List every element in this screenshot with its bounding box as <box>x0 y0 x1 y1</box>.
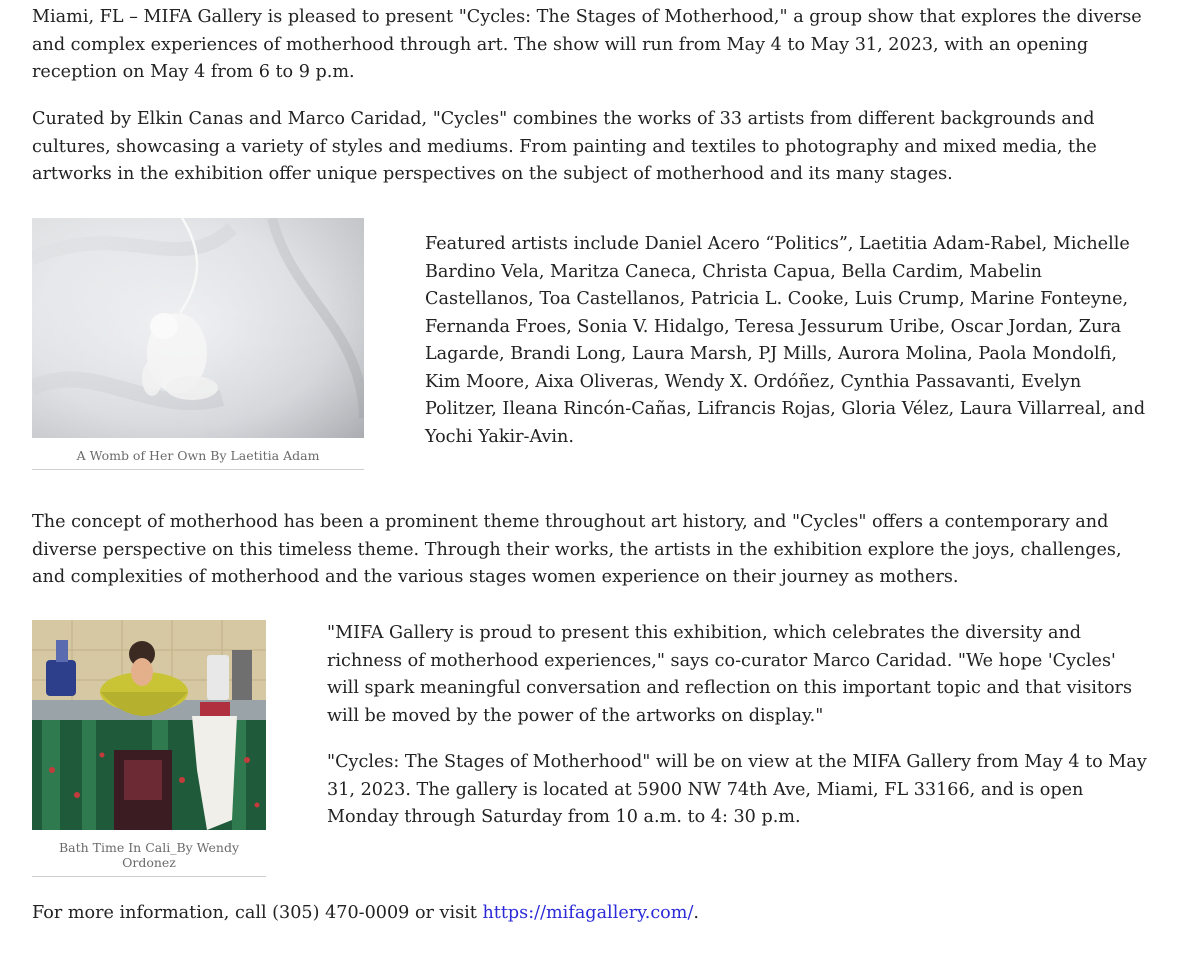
contact-paragraph <box>32 900 1152 928</box>
featured-artists-paragraph: Featured artists include Daniel Acero “Politics”, Laetitia Adam-Rabel, Michelle Bardino Vela, Maritza Caneca, Christa Capua, Bella Cardim, Mabelin Castellanos, Toa Castellanos, Patricia L. Cooke, Luis Crump, Marine Fonteyne, Fernanda Froes, Sonia V. Hidalgo, Teresa Jessurum Uribe, Oscar Jordan, Zura Lagarde, Brandi Long, Laura Marsh, PJ Mills, Aurora Molina, Paola Mondolfi, Kim Moore, Aixa Oliveras, Wendy X. Ordóñez, Cynthia Passavanti, Evelyn Politzer, Ileana Rincón-Cañas, Lifrancis Rojas, Gloria Vélez, Laura Villarreal, and Yochi Yakir-Avin. <box>425 234 1146 447</box>
bath-figure <box>32 620 266 877</box>
curated-paragraph: Curated by Elkin Canas and Marco Caridad, "Cycles" combines the works of 33 artists from different backgrounds and cultures, showcasing a variety of styles and mediums. From painting and textiles to photography and mixed media, the artworks in the exhibition offer unique perspectives on the subject of motherhood and its many stages. <box>32 109 1097 184</box>
intro-paragraph: Miami, FL – MIFA Gallery is pleased to present "Cycles: The Stages of Motherhood," a group show that explores the diverse and complex experiences of motherhood through art. The show will run from May 4 to May 31, 2023, with an opening reception on May 4 from 6 to 9 p.m. <box>32 7 1142 82</box>
contact-suffix: . <box>693 903 699 923</box>
bath-caption: Bath Time In Cali_By Wendy Ordonez <box>32 830 266 877</box>
concept-paragraph: The concept of motherhood has been a prominent theme throughout art history, and "Cycles" offers a contemporary and diverse perspective on this timeless theme. Through their works, the artists in the exhibition explore the joys, challenges, and complexities of motherhood and the various stages women experience on their journey as mothers. <box>32 512 1122 587</box>
view-info-paragraph: "Cycles: The Stages of Motherhood" will be on view at the MIFA Gallery from May 4 to May 31, 2023. The gallery is located at 5900 NW 74th Ave, Miami, FL 33166, and is open Monday through Saturday from 10 a.m. to 4: 30 p.m. <box>327 752 1147 827</box>
womb-figure <box>32 218 364 470</box>
contact-text: For more information, call (305) 470-0009 or visit <box>32 903 483 923</box>
womb-caption: A Womb of Her Own By Laetitia Adam <box>32 438 364 470</box>
gallery-website-link[interactable]: https://mifagallery.com/ <box>482 903 694 923</box>
womb-artwork-image[interactable] <box>32 218 364 438</box>
bath-artwork-image[interactable] <box>32 620 266 830</box>
quote-paragraph: "MIFA Gallery is proud to present this exhibition, which celebrates the diversity and richness of motherhood experiences," says co-curator Marco Caridad. "We hope 'Cycles' will spark meaningful conversation and reflection on this important topic and that visitors will be moved by the power of the artworks on display." <box>327 623 1132 726</box>
